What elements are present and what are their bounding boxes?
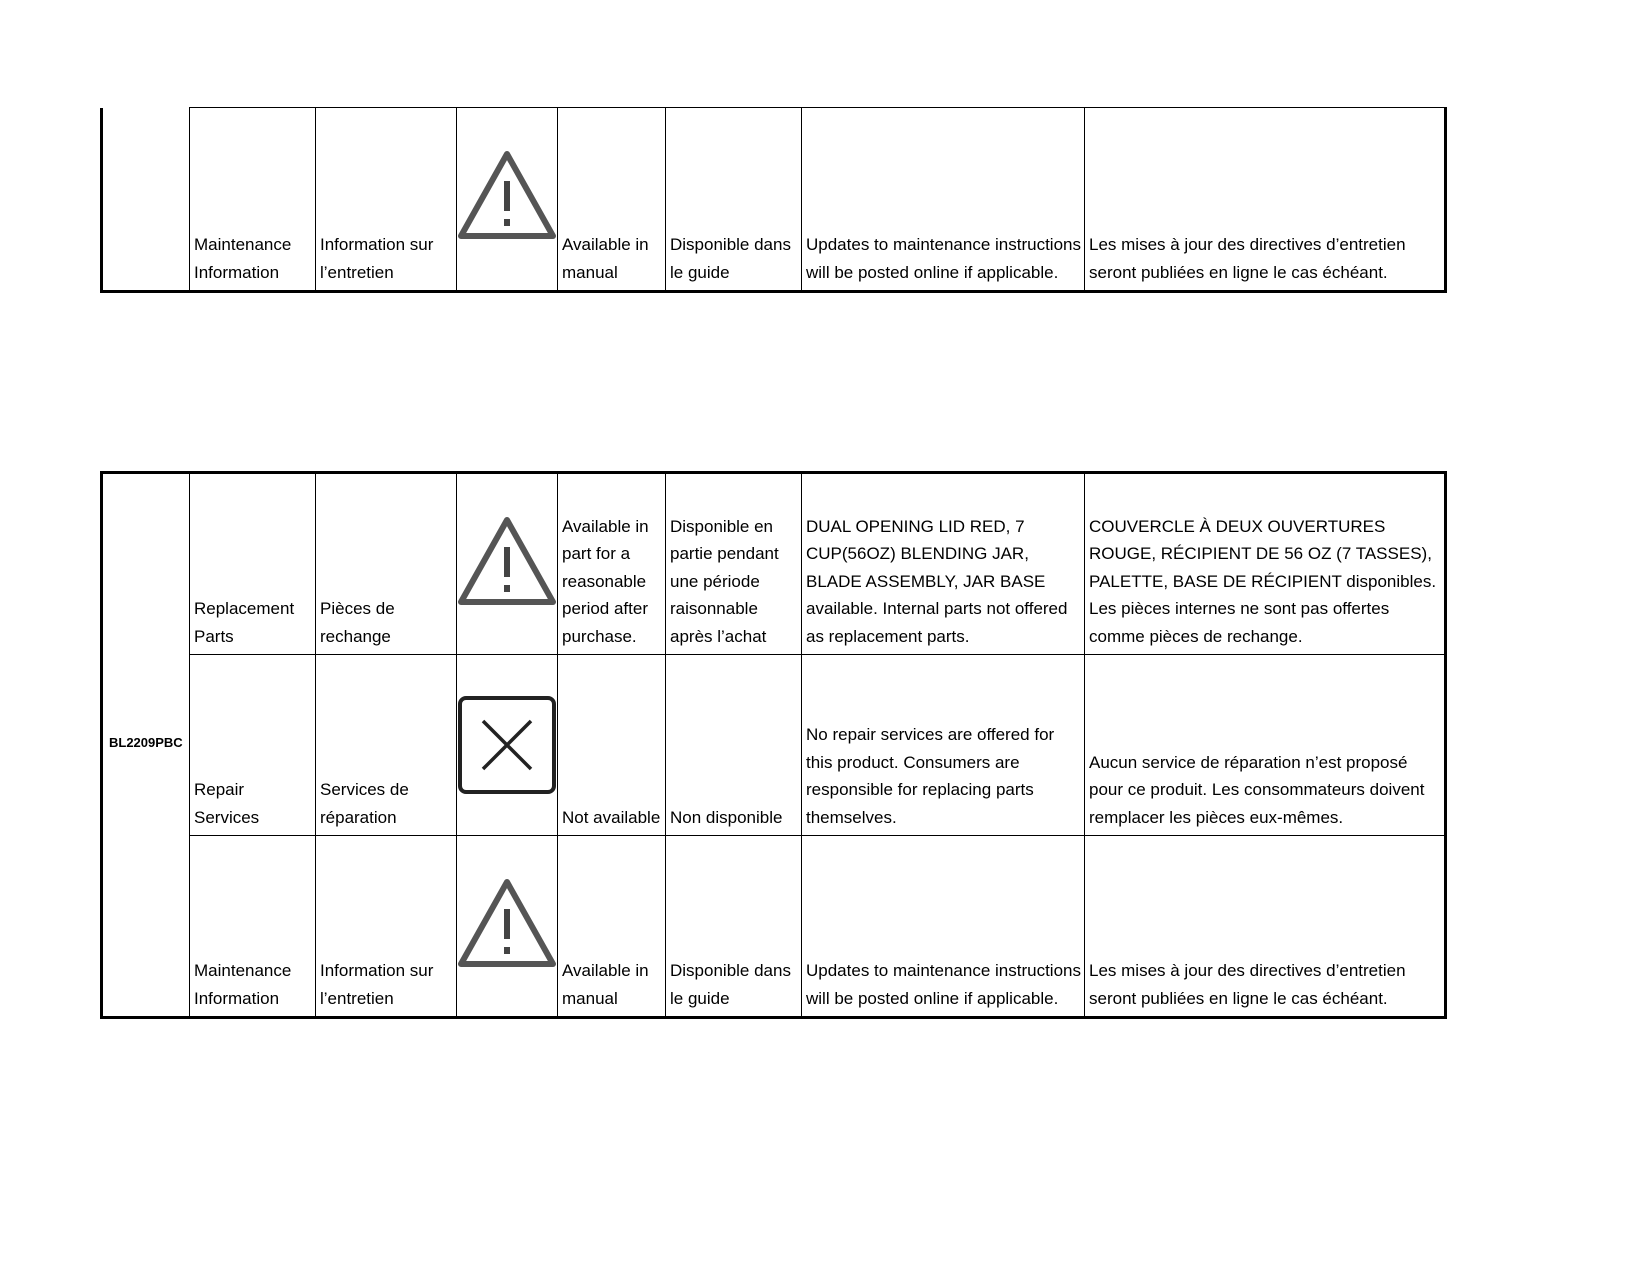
table-row <box>102 836 1446 1018</box>
category-fr: Information sur l’entretien <box>316 108 457 292</box>
details-en: Updates to maintenance instructions will be posted online if applicable. <box>802 836 1085 1018</box>
table-row <box>102 473 1446 655</box>
table-row <box>102 655 1446 836</box>
status-icon-cell <box>457 836 558 1018</box>
category-fr: Information sur l’entretien <box>316 836 457 1018</box>
status-icon-cell <box>457 473 558 655</box>
details-fr: COUVERCLE À DEUX OUVERTURES ROUGE, RÉCIPIENT DE 56 OZ (7 TASSES), PALETTE, BASE DE RÉCIPIENT disponibles. Les pièces internes ne sont pas offertes comme pièces de rechange. <box>1085 473 1446 655</box>
status-icon-cell <box>457 108 558 292</box>
details-fr: Les mises à jour des directives d’entretien seront publiées en ligne le cas échéant. <box>1085 836 1446 1018</box>
category-fr: Pièces de rechange <box>316 473 457 655</box>
status-fr: Disponible en partie pendant une période raisonnable après l’achat <box>666 473 802 655</box>
warning-icon <box>457 874 557 974</box>
model-cell <box>102 108 190 292</box>
warning-icon <box>457 512 557 612</box>
status-fr: Disponible dans le guide <box>666 836 802 1018</box>
repairability-table-continued <box>100 107 1447 293</box>
details-fr: Aucun service de réparation n’est proposé pour ce produit. Les consommateurs doivent remplacer les pièces eux-mêmes. <box>1085 655 1446 836</box>
status-fr: Disponible dans le guide <box>666 108 802 292</box>
details-fr: Les mises à jour des directives d’entretien seront publiées en ligne le cas échéant. <box>1085 108 1446 292</box>
status-en: Not available <box>558 655 666 836</box>
category-en: Replacement Parts <box>190 473 316 655</box>
status-en: Available in manual <box>558 108 666 292</box>
table-row <box>102 108 1446 292</box>
status-fr: Non disponible <box>666 655 802 836</box>
category-en: Maintenance Information <box>190 836 316 1018</box>
model-number: BL2209PBC <box>102 473 190 1018</box>
status-icon-cell <box>457 655 558 836</box>
details-en: DUAL OPENING LID RED, 7 CUP(56OZ) BLENDING JAR, BLADE ASSEMBLY, JAR BASE available. Internal parts not offered as replacement parts. <box>802 473 1085 655</box>
category-en: Maintenance Information <box>190 108 316 292</box>
category-fr: Services de réparation <box>316 655 457 836</box>
status-en: Available in manual <box>558 836 666 1018</box>
repairability-table <box>100 471 1447 1019</box>
category-en: Repair Services <box>190 655 316 836</box>
x-box-icon <box>457 695 557 795</box>
warning-icon <box>457 146 557 246</box>
details-en: No repair services are offered for this product. Consumers are responsible for replacing parts themselves. <box>802 655 1085 836</box>
status-en: Available in part for a reasonable period after purchase. <box>558 473 666 655</box>
details-en: Updates to maintenance instructions will be posted online if applicable. <box>802 108 1085 292</box>
